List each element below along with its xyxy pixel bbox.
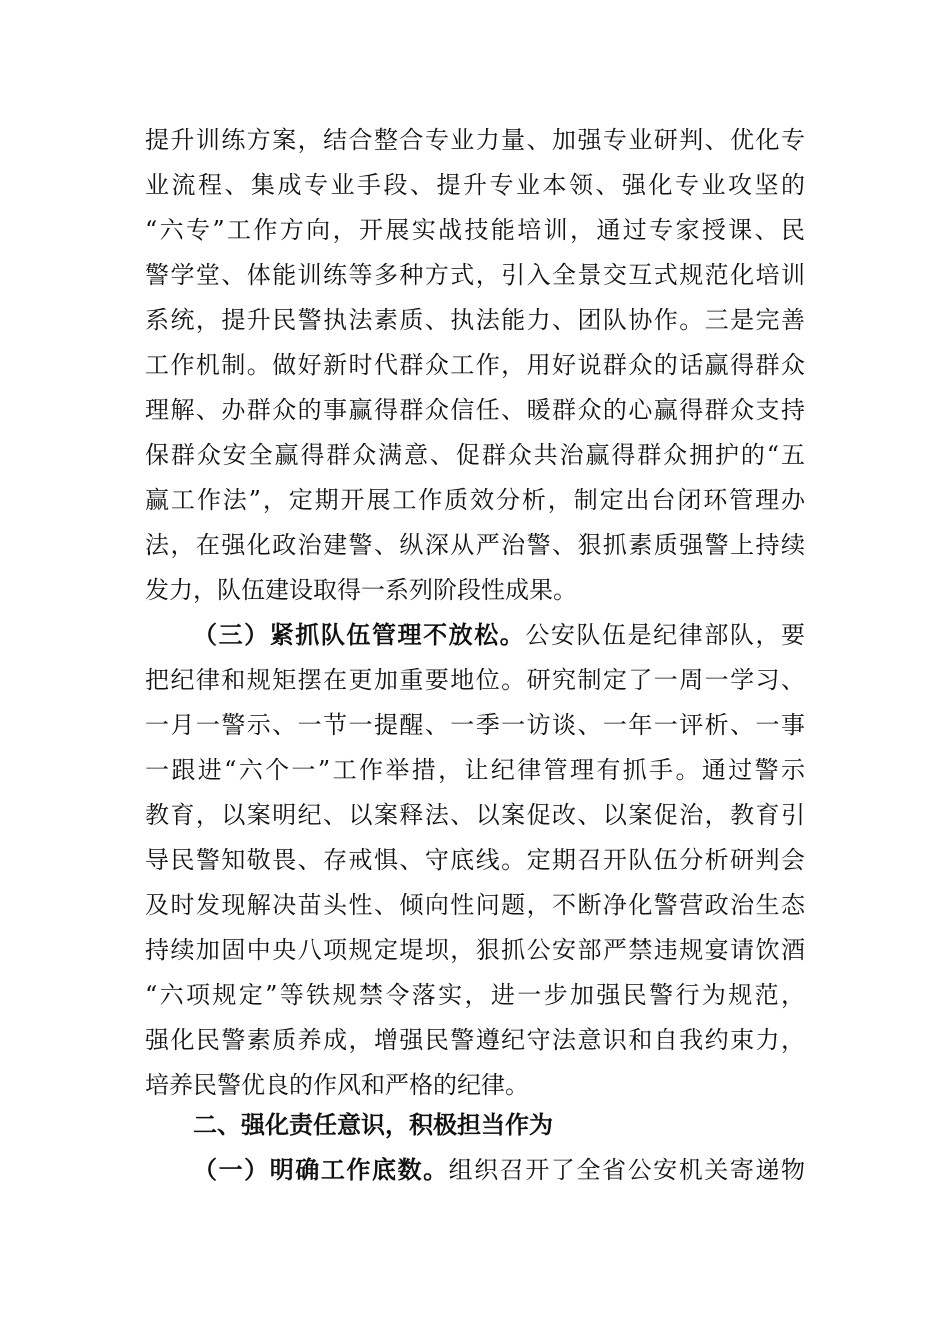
- section-heading: 二、强化责任意识，积极担当作为: [193, 1111, 553, 1139]
- paragraph-lead: （一）明确工作底数。: [193, 1156, 449, 1184]
- text-line: 保群众安全赢得群众满意、促群众共治赢得群众拥护的“五: [145, 441, 805, 469]
- text-line: 持续加固中央八项规定堤坝，狠抓公安部严禁违规宴请饮酒: [145, 936, 805, 964]
- text-line: 一月一警示、一节一提醒、一季一访谈、一年一评析、一事: [145, 711, 805, 739]
- text-line: 系统，提升民警执法素质、执法能力、团队协作。三是完善: [145, 306, 805, 334]
- text-line: 业流程、集成专业手段、提升专业本领、强化专业攻坚的: [145, 171, 805, 199]
- paragraph-lead-rest: 组织召开了全省公安机关寄递物: [448, 1156, 806, 1184]
- text-line-first: [193, 1155, 805, 1185]
- text-line: 导民警知敬畏、存戒惧、守底线。定期召开队伍分析研判会: [145, 846, 805, 874]
- text-line: 理解、办群众的事赢得群众信任、暖群众的心赢得群众支持: [145, 396, 805, 424]
- text-line: “六项规定”等铁规禁令落实，进一步加强民警行为规范，: [145, 981, 805, 1009]
- text-line: 教育，以案明纪、以案释法、以案促改、以案促治，教育引: [145, 801, 805, 829]
- text-line: 培养民警优良的作风和严格的纪律。: [145, 1071, 529, 1099]
- text-line: 把纪律和规矩摆在更加重要地位。研究制定了一周一学习、: [145, 666, 805, 694]
- text-line: 工作机制。做好新时代群众工作，用好说群众的话赢得群众: [145, 351, 805, 379]
- text-line: 赢工作法”，定期开展工作质效分析，制定出台闭环管理办: [145, 486, 805, 514]
- text-line-first: [193, 620, 805, 650]
- text-line: 警学堂、体能训练等多种方式，引入全景交互式规范化培训: [145, 261, 805, 289]
- text-line: 法，在强化政治建警、纵深从严治警、狠抓素质强警上持续: [145, 531, 805, 559]
- text-line: 强化民警素质养成，增强民警遵纪守法意识和自我约束力，: [145, 1026, 805, 1054]
- text-line: 及时发现解决苗头性、倾向性问题，不断净化警营政治生态: [145, 891, 805, 919]
- text-line: “六专”工作方向，开展实战技能培训，通过专家授课、民: [145, 216, 805, 244]
- text-line: 一跟进“六个一”工作举措，让纪律管理有抓手。通过警示: [145, 756, 805, 784]
- paragraph-lead-rest: 公安队伍是纪律部队，要: [525, 621, 806, 649]
- text-line: 发力，队伍建设取得一系列阶段性成果。: [145, 576, 577, 604]
- text-line: 提升训练方案，结合整合专业力量、加强专业研判、优化专: [145, 126, 805, 154]
- paragraph-lead: （三）紧抓队伍管理不放松。: [193, 621, 526, 649]
